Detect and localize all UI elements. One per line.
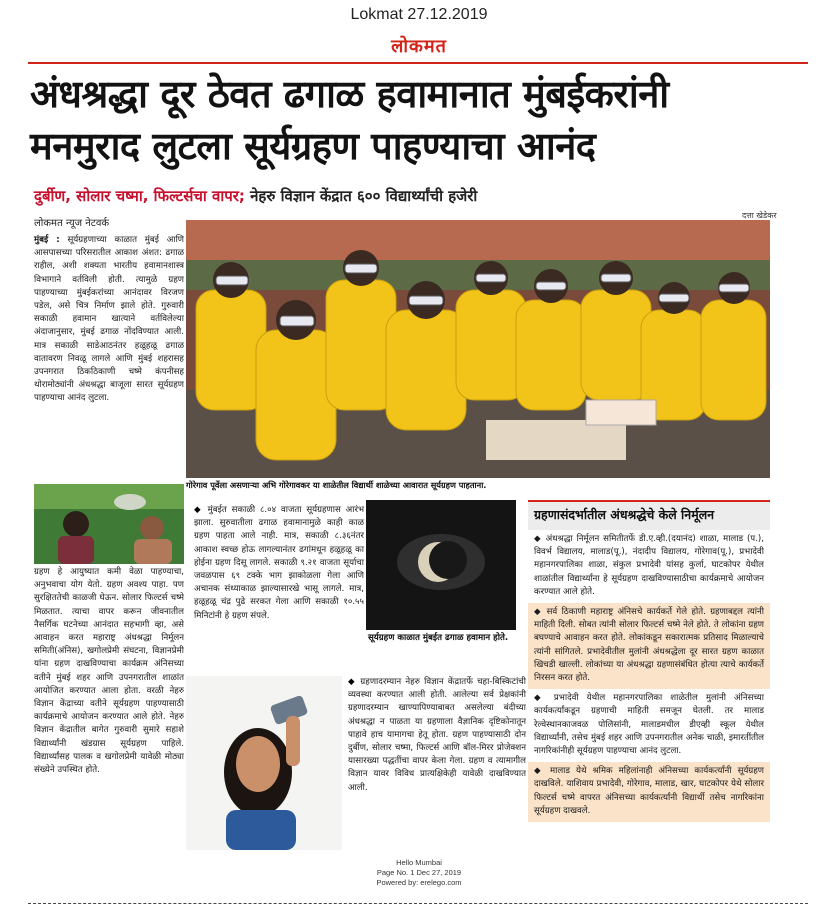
footer-edition: Hello Mumbai — [396, 858, 442, 867]
footer-page-date: Page No. 1 Dec 27, 2019 — [376, 868, 462, 877]
bullet-icon: ◆ — [534, 534, 546, 544]
children-eclipse-photo — [34, 484, 184, 564]
footer-powered-by: Powered by: erelego.com — [376, 878, 462, 887]
newspaper-masthead: लोकमत — [391, 36, 447, 57]
headline-line-2: मनमुराद लुटला सूर्यग्रहण पाहण्याचा आनंद — [30, 124, 596, 168]
bullet-icon: ◆ — [194, 505, 208, 515]
clipping-header: Lokmat 27.12.2019 — [350, 6, 488, 23]
kicker-black: नेहरु विज्ञान केंद्रात ६०० विद्यार्थ्यांची हजेरी — [250, 187, 478, 205]
sidebar-box — [528, 530, 770, 822]
sidebar-item: ◆ मालाड येथे श्रमिक महिलांनाही अंनिसच्या कार्यकर्त्यांनी सूर्यग्रहण दाखविले. याशिवाय प्रभादेवी, गोरेगाव, मालाड, खार, घाटकोपर येथे सोलार फिल्टर्स चष्मे वापरत अंनिसच्या कार्यकर्त्यांनी विद्यार्थी तसेच नागरिकांना सूर्यग्रहण दाखवले. — [528, 762, 770, 822]
article-column-2-continued — [348, 676, 526, 795]
article-column-1 — [34, 234, 184, 406]
sidebar-item: ◆ सर्व ठिकाणी महाराष्ट्र अंनिसचे कार्यकर्ते गेले होते. ग्रहणाबद्दल त्यांनी माहिती दिली. सोबत त्यांनी सोलार फिल्टर्स चष्मे नेले होते. ते लोकांना ग्रहण बघण्याचे आवाहन करत होते. लोकांकडून सकारात्मक प्रतिसाद मिळाल्याचे त्यांनी सांगितले. प्रभादेवीतील मुलांनी अंधश्रद्धेला दूर सारत ग्रहण काळात खिचडी खाल्ली. लोकांच्या या अंधश्रद्धा ग्रहणासंबंधित होत्या त्याचे कार्यकर्ते निरसन करत होते. — [528, 603, 770, 689]
article-headline — [30, 68, 810, 172]
article-kicker — [34, 186, 814, 206]
dateline: मुंबई : — [34, 235, 60, 245]
photo-credit: दत्ता खेडेकर — [742, 211, 777, 220]
students-eclipse-photo — [186, 220, 770, 478]
article-column-2 — [194, 504, 364, 623]
column-2-paragraph-1: मुंबईत सकाळी ८.०४ वाजता सूर्यग्रहणास आरंभ झाला. सुरुवातीला ढगाळ हवामानामुळे काही काळ ग्रहण पाहता आले नाही. मात्र, सकाळी ८.३६नंतर आकाश स्वच्छ होऊ लागल्यानंतर ढगांमधून हळूहळू का होईना ग्रहण दिसू लागले. सकाळी ९.२१ वाजता सूर्याचा जवळपास ६९ टक्के भाग झाकोळला गेला आणि अचानक संध्याकाळ झाल्यासारखे भासू लागले. मात्र, हळूहळू चंद्र पुढे सरकत गेला आणि सकाळी १०.५५ मिनिटांनी हे ग्रहण संपले. — [194, 505, 365, 621]
article-column-1-continued: ग्रहण हे आयुष्यात कमी वेळा पाहण्याचा, अनुभवाचा योग येतो. ग्रहण अवश्य पाहा. पण सुरक्षिततेची काळजी घेऊन. सोलार फिल्टर्स चष्मे मिळतात. त्याचा वापर करून जीवनातील नैसर्गिक घटनेच्या आनंदात सहभागी व्हा, असे आवाहन करत महाराष्ट्र अंधश्रद्धा निर्मूलन समिती(अंनिस), खगोलप्रेमी संघटना, विज्ञानप्रेमी यांना ग्रहण दाखविण्याचा कार्यक्रम अंनिसच्या वतीने मुंबई शहर आणि उपनगरातील शाळांत आयोजित करण्यात आला होता. वरळी नेहरु विज्ञान केंद्राच्या वतीने सूर्यग्रहण पाहण्यासाठी कार्यक्रमाचे आयोजन करण्यात आले होते. नेहरु विज्ञान केंद्रातील बागेत गुरुवारी सुमारे सहाशे विद्यार्थ्यांनी खंडग्रास सूर्यग्रहण पाहिले. विद्यार्थ्यांसह पालक व खगोलप्रेमी यावेळी मोठ्या संख्येने उपस्थित होते. — [34, 567, 184, 776]
sidebar-title: ग्रहणासंदर्भातील अंधश्रद्धेचे केले निर्मूलन — [534, 507, 715, 522]
sidebar-header — [528, 500, 770, 530]
bullet-icon: ◆ — [534, 693, 554, 704]
column-1-paragraph-1: सूर्यग्रहणाच्या काळात मुंबई आणि आसपासच्या परिसरातील आकाश अंशत: ढगाळ राहील, अशी शक्यता भारतीय हवामानशास्त्र विभागाने वर्तविली होती. त्यामुळे ग्रहण पाहण्याच्या मुंबईकरांच्या आनंदावर विरजण पडेल, असे चित्र निर्माण झाले होते. गुरुवारी सकाळी हवामान खात्याने वर्तविलेल्या अंदाजानुसार, मुंबई ढगाळ नोंदविण्यात आली. मात्र सकाळी साडेआठनंतर हळूहळू ढगाळ वातावरण निवळू लागले आणि मुंबई शहरासह उपनगरात ठिकठिकाणी चष्मे कंपनीसह थोरामोठ्यांनी अंधश्रद्धा बाजूला सारत सूर्यग्रहण पाहण्याचा आनंद लुटला. — [34, 235, 185, 404]
headline-line-1: अंधश्रद्धा दूर ठेवत ढगाळ हवामानात मुंबईकरांनी — [30, 72, 669, 116]
kicker-red: दुर्बीण, सोलार चष्मा, फिल्टर्सचा वापर; — [34, 187, 245, 205]
bullet-icon: ◆ — [534, 766, 550, 777]
sidebar-item: ◆ प्रभादेवी येथील महानगरपालिका शाळेतील मुलांनी अंनिसच्या कार्यकर्त्यांकडून ग्रहणाची माहिती समजून घेतली. तर मालाड रेल्वेस्थानकाजवळ पोलिसांनी, मालाडमधील डीएव्ही स्कूल येथील विद्यार्थ्यांनी, तसेच मुंबई शहर आणि उपनगरातील अनेक चाळी, इमारतींतील नागरिकांनीही सूर्यग्रहण पाहण्याचा आनंद लुटला. — [534, 693, 765, 757]
masthead-rule — [28, 62, 808, 64]
main-photo-caption: गोरेगाव पूर्वेला असणाऱ्या अभि गोरेगावकर या शाळेतील विद्यार्थी शाळेच्या आवारात सूर्यग्रहण पाहताना. — [186, 480, 487, 490]
woman-eclipse-photo — [186, 676, 342, 850]
clipping-footer — [0, 858, 838, 888]
bullet-icon: ◆ — [348, 677, 361, 687]
column-2-paragraph-2: ग्रहणादरम्यान नेहरु विज्ञान केंद्रातर्फे चहा-बिस्किटांची व्यवस्था करण्यात आली होती. आलेल्या सर्व प्रेक्षकांनी ग्रहणादरम्यान खाण्यापिण्याबाबत असलेल्या बंदीच्या अंधश्रद्धा न पाळता या ग्रहणाला वैज्ञानिक दृष्टिकोनातून पाहावे हाच यामागचा हेतू होता. ग्रहण पाहण्यासाठी दोन दुर्बीण, सोलार चष्मा, फिल्टर्स आणि बॉल-मिरर प्रोजेक्शन यासारख्या पद्धतींचा वापर केला गेला. ग्रहण व त्यामागील विज्ञान यावर विविध प्रात्यक्षिकेही यावेळी दाखविण्यात आली. — [348, 677, 526, 793]
sidebar-item: ◆ अंधश्रद्धा निर्मूलन समितीतर्फे डी.ए.व्ही.(दयानंद) शाळा, मालाड (प.), विवर्भ विद्यालय, मालाड(पू.), नंदादीप विद्यालय, गोरेगाव(पू.), प्रभादेवी महानगरपालिका शाळा, संकुल प्रभादेवी यांसह कुर्ला, घाटकोपर येथील शाळांतील विद्यार्थ्यांना हे सूर्यग्रहण दाखविण्यासाठीचा कार्यक्रमाचे आयोजन करण्यात आले होते. — [534, 534, 765, 597]
bullet-icon: ◆ — [534, 607, 547, 618]
byline: लोकमत न्यूज नेटवर्क — [34, 218, 110, 229]
eclipse-sky-photo — [366, 500, 516, 630]
cut-line — [28, 903, 808, 904]
eclipse-photo-caption: सूर्यग्रहण काळात मुंबईत ढगाळ हवामान होते. — [368, 633, 509, 643]
